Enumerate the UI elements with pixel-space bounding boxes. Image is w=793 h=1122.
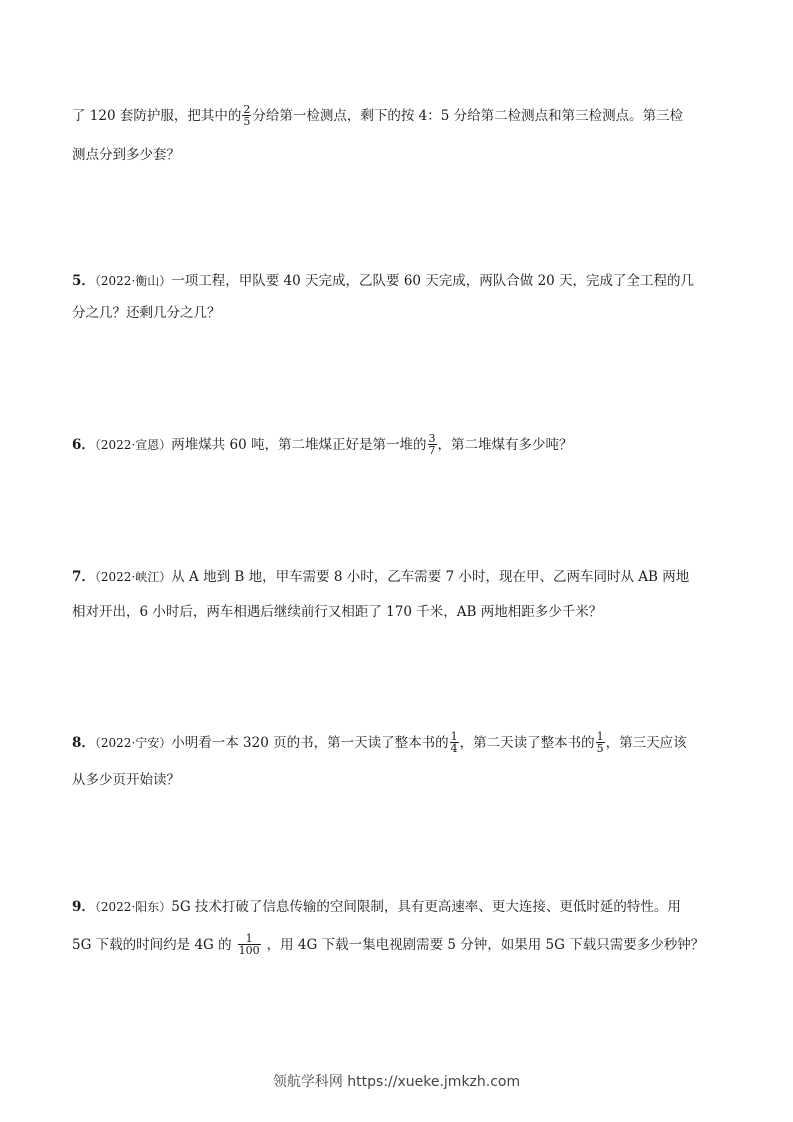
fraction-2-5: $\frac{2}{5}$ (243, 103, 251, 128)
question-4-line-2: 测点分到多少套？ (72, 147, 180, 163)
question-source: （2022·阳东） (94, 900, 172, 914)
question-7-line-1: 7．（2022·峡江）从 A 地到 B 地，甲车需要 8 小时，乙车需要 7 小时，现在甲、乙两车同时从 AB 两地 (72, 569, 690, 585)
question-6-line-1: 6．（2022·宣恩）两堆煤共 60 吨，第二堆煤正好是第一堆的 $\frac{3}{7}$ ，第二堆煤有多少吨？ (72, 432, 573, 457)
question-source: （2022·峡江） (94, 570, 172, 584)
question-5-line-2: 分之几？还剩几分之几？ (72, 305, 221, 321)
fraction-1-5: $\frac{1}{5}$ (596, 730, 604, 755)
question-source: （2022·宁安） (94, 736, 172, 750)
question-number: 6． (72, 437, 95, 453)
question-source: （2022·衡山） (94, 274, 172, 288)
question-number: 9． (72, 899, 95, 915)
question-number: 7． (72, 569, 95, 585)
question-4-line-1 (72, 105, 723, 128)
fraction-1-100: $\frac{1}{100}$ (238, 932, 260, 957)
question-source: （2022·宣恩） (94, 438, 172, 452)
question-7-line-2: 相对开出，6 小时后，两车相遇后继续前行又相距了 170 千米，AB 两地相距多少千米？ (72, 604, 603, 620)
question-8-line-1: 8．（2022·宁安）小明看一本 320 页的书，第一天读了整本书的 $\frac{1}{4}$ ，第二天读了整本书的 $\frac{1}{5}$ ，第三天应该 (72, 730, 687, 755)
footer-watermark: 领航学科网 https://xueke.jmkzh.com (272, 1074, 521, 1090)
fraction-3-7: $\frac{3}{7}$ (428, 432, 436, 457)
question-9-line-2: 5G 下载的时间约是 4G 的 $\frac{1}{100}$ ，用 4G 下载一集电视剧需要 5 分钟，如果用 5G 下载只需要多少秒钟？ (72, 932, 705, 957)
question-9-line-1: 9．（2022·阳东）5G 技术打破了信息传输的空间限制，具有更高速率、更大连接、更低时延的特性。用 (72, 899, 681, 915)
question-4-text-a: 了 120 套防护服，把其中的 (72, 108, 242, 124)
fraction-1-4: $\frac{1}{4}$ (450, 730, 458, 755)
question-number: 5． (72, 273, 95, 289)
question-number: 8． (72, 735, 95, 751)
question-8-line-2: 从多少页开始读？ (72, 772, 180, 788)
question-4-text-b: 分给第一检测点，剩下的按 4：5 分给第二检测点和第三检测点。第三检 (252, 108, 684, 124)
question-5-line-1: 5．（2022·衡山）一项工程，甲队要 40 天完成，乙队要 60 天完成，两队合做 20 天，完成了全工程的几 (72, 273, 695, 289)
